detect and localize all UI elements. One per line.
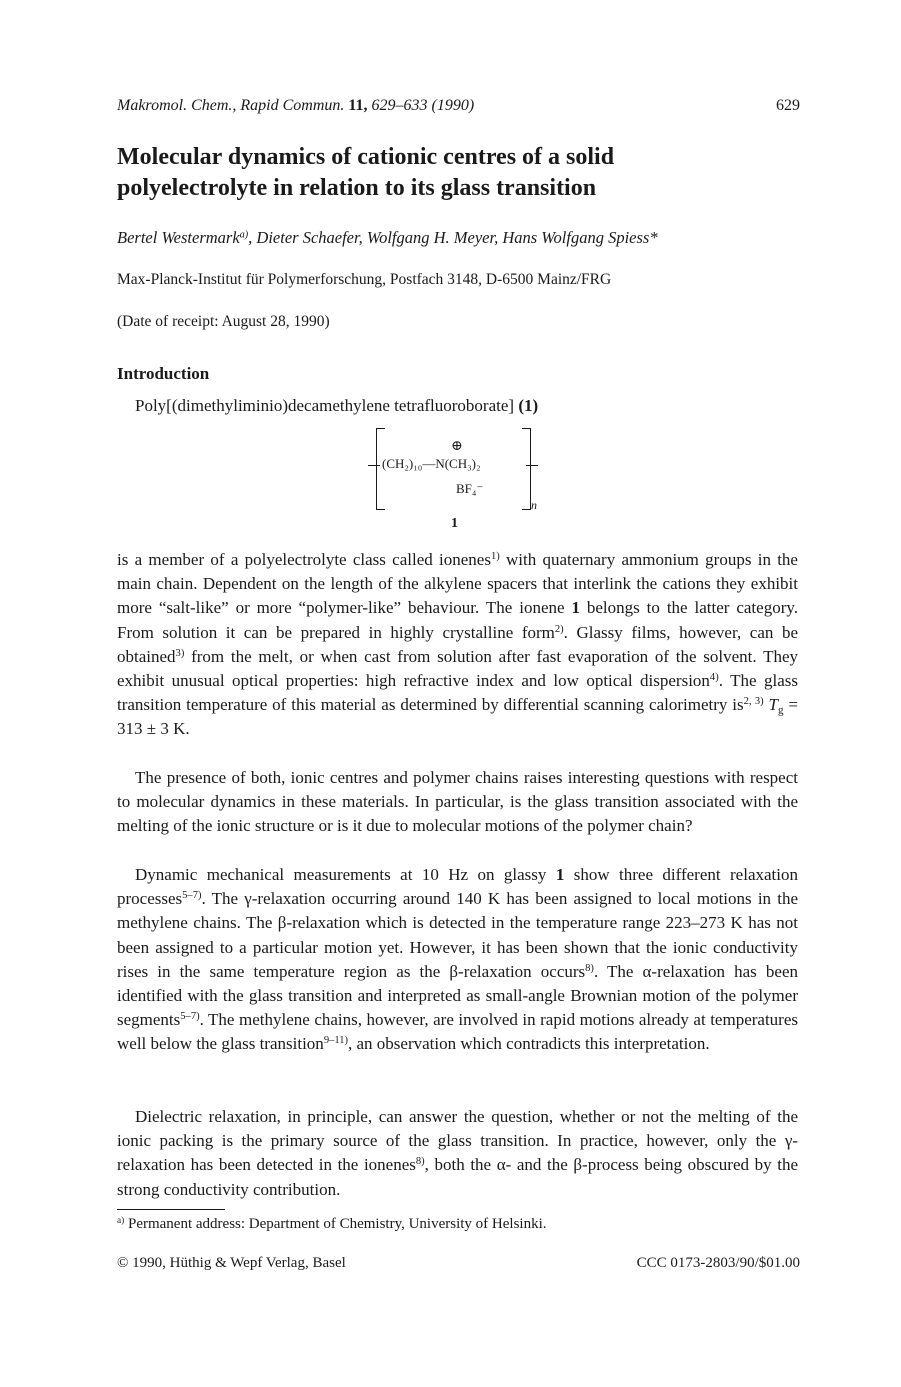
text-run: with quaternary ammonium groups in the main chain. Dependent on the length of the alkylene spacers that interlink the cations they exhibit more “salt-like” or more “polymer-like” behaviour. The ionene <box>117 550 798 618</box>
pages-year: 629–633 (1990) <box>371 97 475 114</box>
citation-ref: 5–7) <box>182 890 202 902</box>
article-title <box>117 142 797 204</box>
formula-repeat-index: n <box>531 498 537 512</box>
journal-name: Makromol. Chem., Rapid Commun. <box>117 97 345 114</box>
cation-charge-mark: ⊕ <box>451 439 463 454</box>
formula-left-bond <box>368 465 380 466</box>
author-note-mark: a) <box>239 229 249 241</box>
formula-right-bond <box>526 465 538 466</box>
text-run: Dielectric relaxation, in principle, can answer the question, whether or not the melting of the ionic packing is the primary source of the glass transition. In practice, however, only the γ-relaxation has been detected in the ionenes <box>117 1107 798 1175</box>
tg-symbol: T <box>768 695 778 715</box>
author-others: , Dieter Schaefer, Wolfgang H. Meyer, Hans Wolfgang Spiess* <box>248 228 658 247</box>
author-list <box>117 228 658 248</box>
paragraph-3 <box>117 863 798 1057</box>
paragraph-4 <box>117 1105 798 1202</box>
title-line-1: Molecular dynamics of cationic centres of a solid <box>117 144 615 170</box>
copyright-notice: © 1990, Hüthig & Wepf Verlag, Basel <box>117 1255 346 1271</box>
citation-ref: 1) <box>490 551 500 563</box>
footnote-mark: a) <box>117 1215 125 1226</box>
paragraph-2 <box>117 766 798 839</box>
text-run: belongs to the latter category. From solution it can be prepared in highly crystalline form <box>117 598 798 642</box>
text-run: . The γ-relaxation occurring around 140 K has been assigned to local motions in the methylene chains. The β-relaxation which is detected in the temperature range 223–273 K has not been assigned to a particular motion yet. However, it has been shown that the ionic conductivity rises in the same temperature region as the β-relaxation occurs <box>117 889 798 981</box>
citation-ref: 8) <box>585 963 594 975</box>
paragraph-2-text: The presence of both, ionic centres and polymer chains raises interesting questions with respect to molecular dynamics in these materials. In particular, is the glass transition associated with the melting of the ionic structure or is it due to molecular motions of the polymer chain? <box>117 768 798 836</box>
footnote-text: Permanent address: Department of Chemistry, University of Helsinki. <box>124 1216 547 1232</box>
text-run: show three different relaxation processes <box>117 865 798 909</box>
compound-name-line <box>135 396 538 416</box>
title-line-2: polyelectrolyte in relation to its glass transition <box>117 175 597 201</box>
formula-chain: (CH₂)₁₀—N(CH₃)₂ <box>382 456 481 471</box>
citation-ref: 8) <box>415 1156 425 1168</box>
citation-ref: 4) <box>709 672 719 684</box>
page-number: 629 <box>776 97 800 114</box>
citation-ref: 2) <box>554 623 564 635</box>
section-heading: Introduction <box>117 364 210 383</box>
compound-ref-inline: 1 <box>555 865 565 884</box>
text-run: = 313 ± 3 K. <box>117 695 798 739</box>
citation-ref: 5–7) <box>180 1011 200 1023</box>
receipt-date: (Date of receipt: August 28, 1990) <box>117 313 330 330</box>
compound-name: Poly[(dimethyliminio)decamethylene tetrafluoroborate] <box>135 396 515 415</box>
footnote <box>117 1216 547 1233</box>
text-run: Dynamic mechanical measurements at 10 Hz on glassy <box>135 865 556 884</box>
citation-ref: 9–11) <box>323 1035 348 1047</box>
running-head <box>117 97 474 115</box>
compound-ref-inline: 1 <box>571 598 580 618</box>
text-run: is a member of a polyelectrolyte class called ionenes <box>117 550 491 569</box>
ccc-code: CCC 0173-2803/90/$01.00 <box>636 1255 800 1271</box>
citation-ref: 3) <box>175 648 185 660</box>
formula-anion: BF₄⁻ <box>456 481 484 496</box>
text-run: . The glass transition temperature of this material as determined by differential scanning calorimetry is <box>117 671 798 715</box>
author-first: Bertel Westermark <box>117 228 240 247</box>
text-run: from the melt, or when cast from solution after fast evaporation of the solvent. They exhibit unusual optical properties: high refractive index and low optical dispersion <box>117 646 798 691</box>
volume-number: 11, <box>348 97 368 114</box>
paragraph-1 <box>117 548 798 742</box>
formula-right-bracket <box>522 428 531 510</box>
affiliation: Max-Planck-Institut für Polymerforschung, Postfach 3148, D-6500 Mainz/FRG <box>117 271 612 288</box>
tg-subscript: g <box>777 704 784 717</box>
compound-label: 1 <box>451 516 458 531</box>
text-run: , an observation which contradicts this interpretation. <box>348 1034 710 1054</box>
text-run: . Glassy films, however, can be obtained <box>117 622 798 666</box>
compound-ref: (1) <box>518 396 539 415</box>
citation-ref: 2, 3) <box>743 696 764 708</box>
structural-formula <box>368 424 538 514</box>
footnote-rule <box>117 1209 225 1210</box>
text-run: , both the α- and the β-process being obscured by the strong conductivity contribution. <box>117 1155 798 1199</box>
text-run: . The methylene chains, however, are involved in rapid motions already at temperatures well below the glass transition <box>117 1010 798 1054</box>
text-run: . The α-relaxation has been identified with the glass transition and interpreted as small-angle Brownian motion of the polymer segments <box>117 961 798 1030</box>
